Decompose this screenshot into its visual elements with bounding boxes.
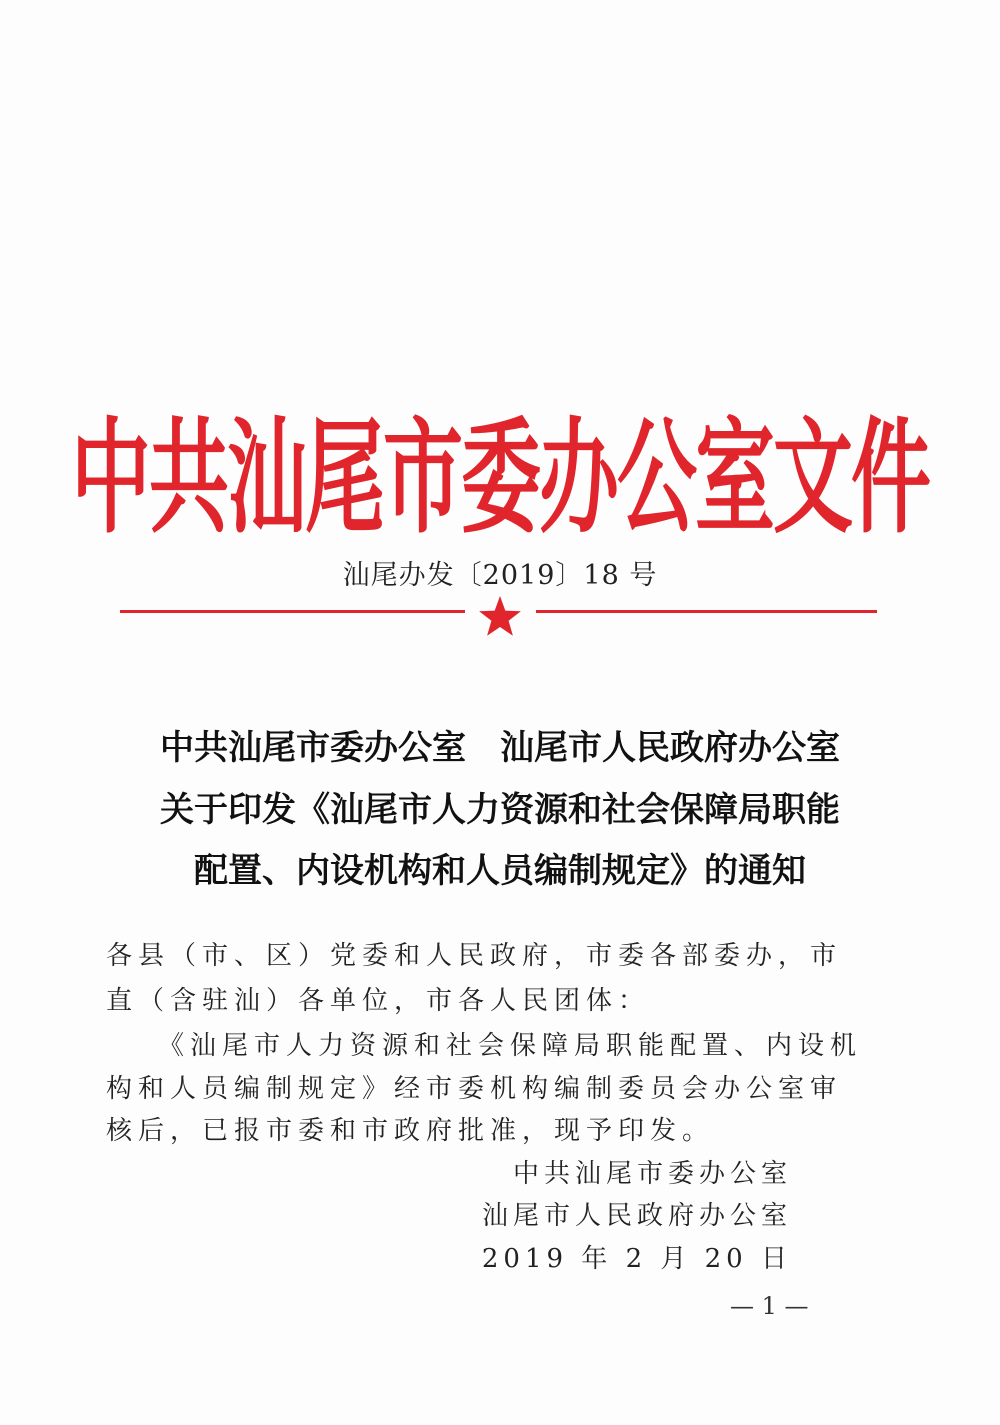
red-masthead: 中共汕尾市委办公室文件 [71,405,929,551]
notice-title-line-2: 关于印发《汕尾市人力资源和社会保障局职能 [160,790,840,830]
body-paragraph-line-2: 构和人员编制规定》经市委机构编制委员会办公室审 [106,1074,843,1104]
signature-date: 2019 年 2 月 20 日 [481,1244,792,1274]
red-divider-right [536,610,877,613]
recipients-line-1: 各县（市、区）党委和人民政府，市委各部委办，市 [106,941,843,971]
notice-title-line-3: 配置、内设机构和人员编制规定》的通知 [194,851,806,891]
recipients-line-2: 直（含驻汕）各单位，市各人民团体： [106,986,651,1016]
red-divider-left [120,610,465,613]
body-paragraph-line-3: 核后，已报市委和市政府批准，现予印发。 [106,1116,715,1146]
body-paragraph-line-1: 《汕尾市人力资源和社会保障局职能配置、内设机 [158,1031,863,1061]
document-number: 汕尾办发〔2019〕18 号 [342,560,658,591]
notice-title-line-1: 中共汕尾市委办公室 汕尾市人民政府办公室 [160,728,840,768]
star-icon [478,594,522,638]
signature-issuer-2: 汕尾市人民政府办公室 [481,1201,792,1231]
page-number: — 1 — [730,1292,809,1320]
signature-issuer-1: 中共汕尾市委办公室 [512,1159,792,1189]
